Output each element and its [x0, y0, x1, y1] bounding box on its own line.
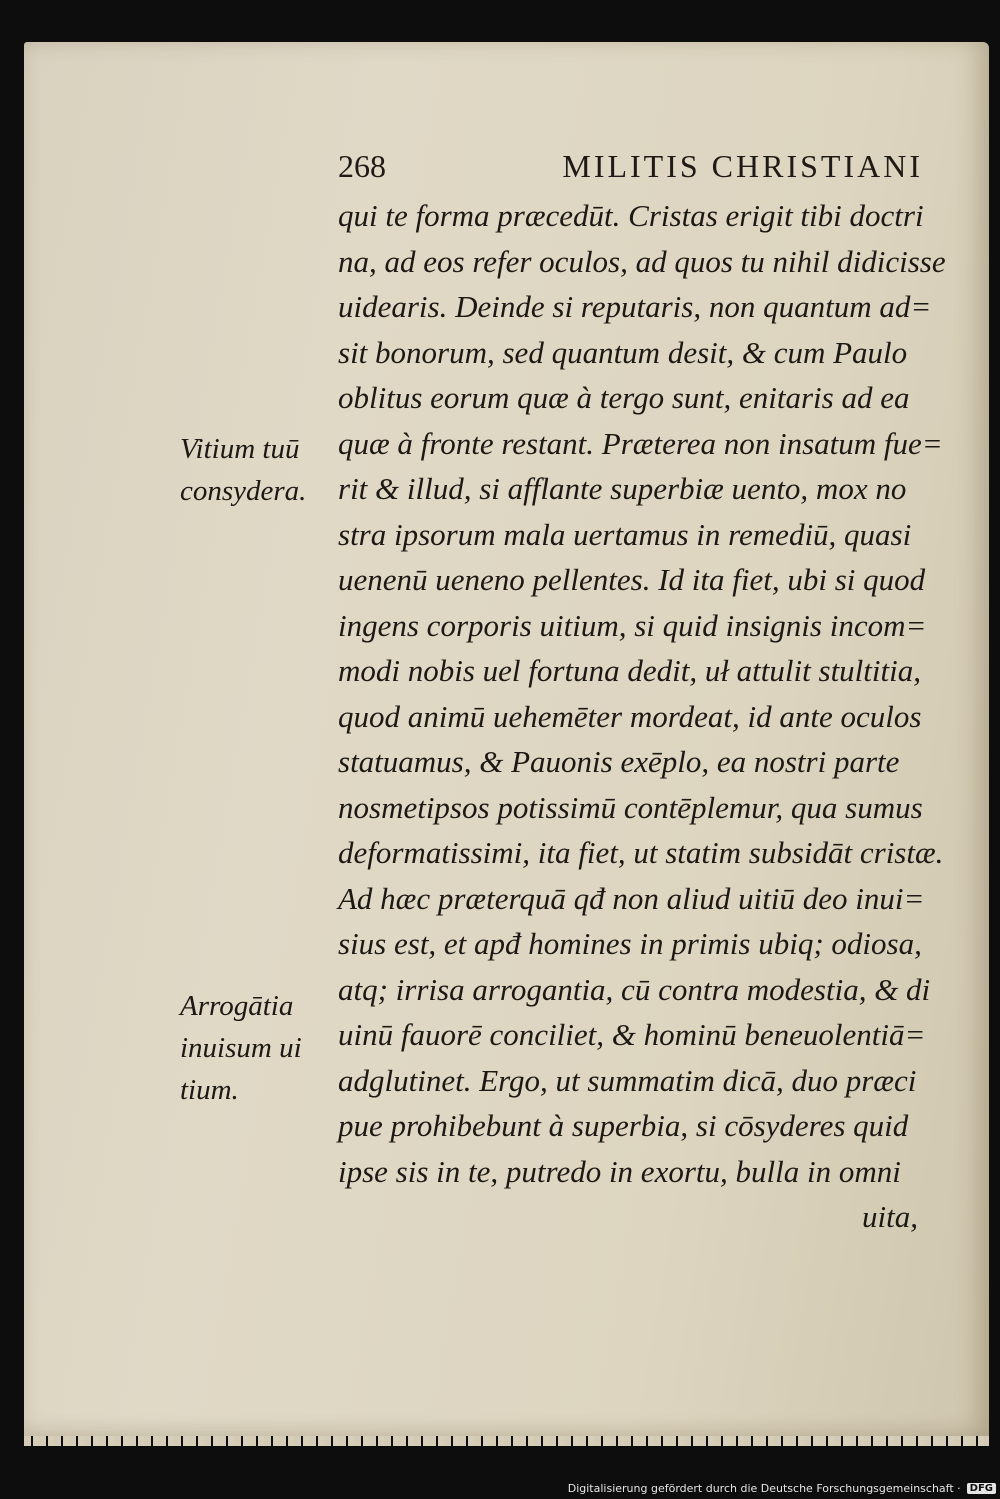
margin-note-arrogantia [180, 985, 330, 1111]
text-line: nosmetipsos potissimū contēplemur, qua sumus [338, 789, 923, 825]
catchword: uita, [862, 1199, 918, 1234]
text-line: Ad hæc præterquā qđ non aliud uitiū deo inui= [338, 880, 925, 916]
text-line: ipse sis in te, putredo in exortu, bulla in omni [338, 1153, 901, 1189]
text-line: rit & illud, si afflante superbiæ uento, mox no [338, 471, 907, 506]
credit-text: Digitalisierung gefördert durch die Deutsche Forschungsgemeinschaft · [567, 1481, 961, 1495]
text-line: deformatissimi, ita fiet, ut statim subsidāt cristæ. [338, 835, 944, 870]
body-text [338, 193, 946, 1240]
margin-note-line: Vitium tuū [180, 433, 300, 465]
text-line: modi nobis uel fortuna dedit, uł attulit stultitia, [338, 653, 921, 688]
text-line: oblitus eorum quæ à tergo sunt, enitaris ad ea [338, 380, 910, 415]
text-line: uinū fauorē conciliet, & hominū beneuolentiā= [338, 1017, 926, 1052]
running-head [338, 148, 923, 185]
text-line: na, ad eos refer oculos, ad quos tu nihil didicisse [338, 243, 946, 279]
text-line: sit bonorum, sed quantum desit, & cum Paulo [338, 334, 908, 370]
margin-note-line: tium. [180, 1074, 239, 1106]
margin-note-line: Arrogātia [180, 990, 294, 1022]
text-line: uidearis. Deinde si reputaris, non quantum ad= [338, 289, 932, 324]
digitization-credit [568, 1479, 996, 1497]
text-line: statuamus, & Pauonis exēplo, ea nostri parte [338, 744, 900, 779]
text-line: pue prohibebunt à superbia, si cōsyderes quid [338, 1108, 909, 1143]
text-line: ingens corporis uitium, si quid insignis incom= [338, 607, 927, 643]
margin-note-line: inuisum ui [180, 1032, 302, 1064]
text-line: quod animū uehemēter mordeat, id ante oculos [338, 698, 922, 734]
text-line: stra ipsorum mala uertamus in remediū, quasi [338, 516, 912, 552]
text-line: adglutinet. Ergo, ut summatim dicā, duo præci [338, 1062, 917, 1098]
running-title: MILITIS CHRISTIANI [562, 148, 923, 184]
page-number: 268 [338, 148, 386, 184]
dfg-logo-icon: DFG [967, 1483, 996, 1494]
text-line: uenenū ueneno pellentes. Id ita fiet, ubi si quod [338, 562, 926, 597]
margin-note-line: consydera. [180, 475, 307, 507]
text-line: quæ à fronte restant. Præterea non insatum fue= [338, 425, 943, 461]
text-line: sius est, et apđ homines in primis ubiq; odiosa, [338, 926, 922, 961]
text-line: qui te forma præcedūt. Cristas erigit tibi doctri [338, 198, 924, 233]
text-line: atq; irrisa arrogantia, cū contra modestia, & di [338, 971, 931, 1007]
margin-note-vitium [180, 428, 330, 512]
